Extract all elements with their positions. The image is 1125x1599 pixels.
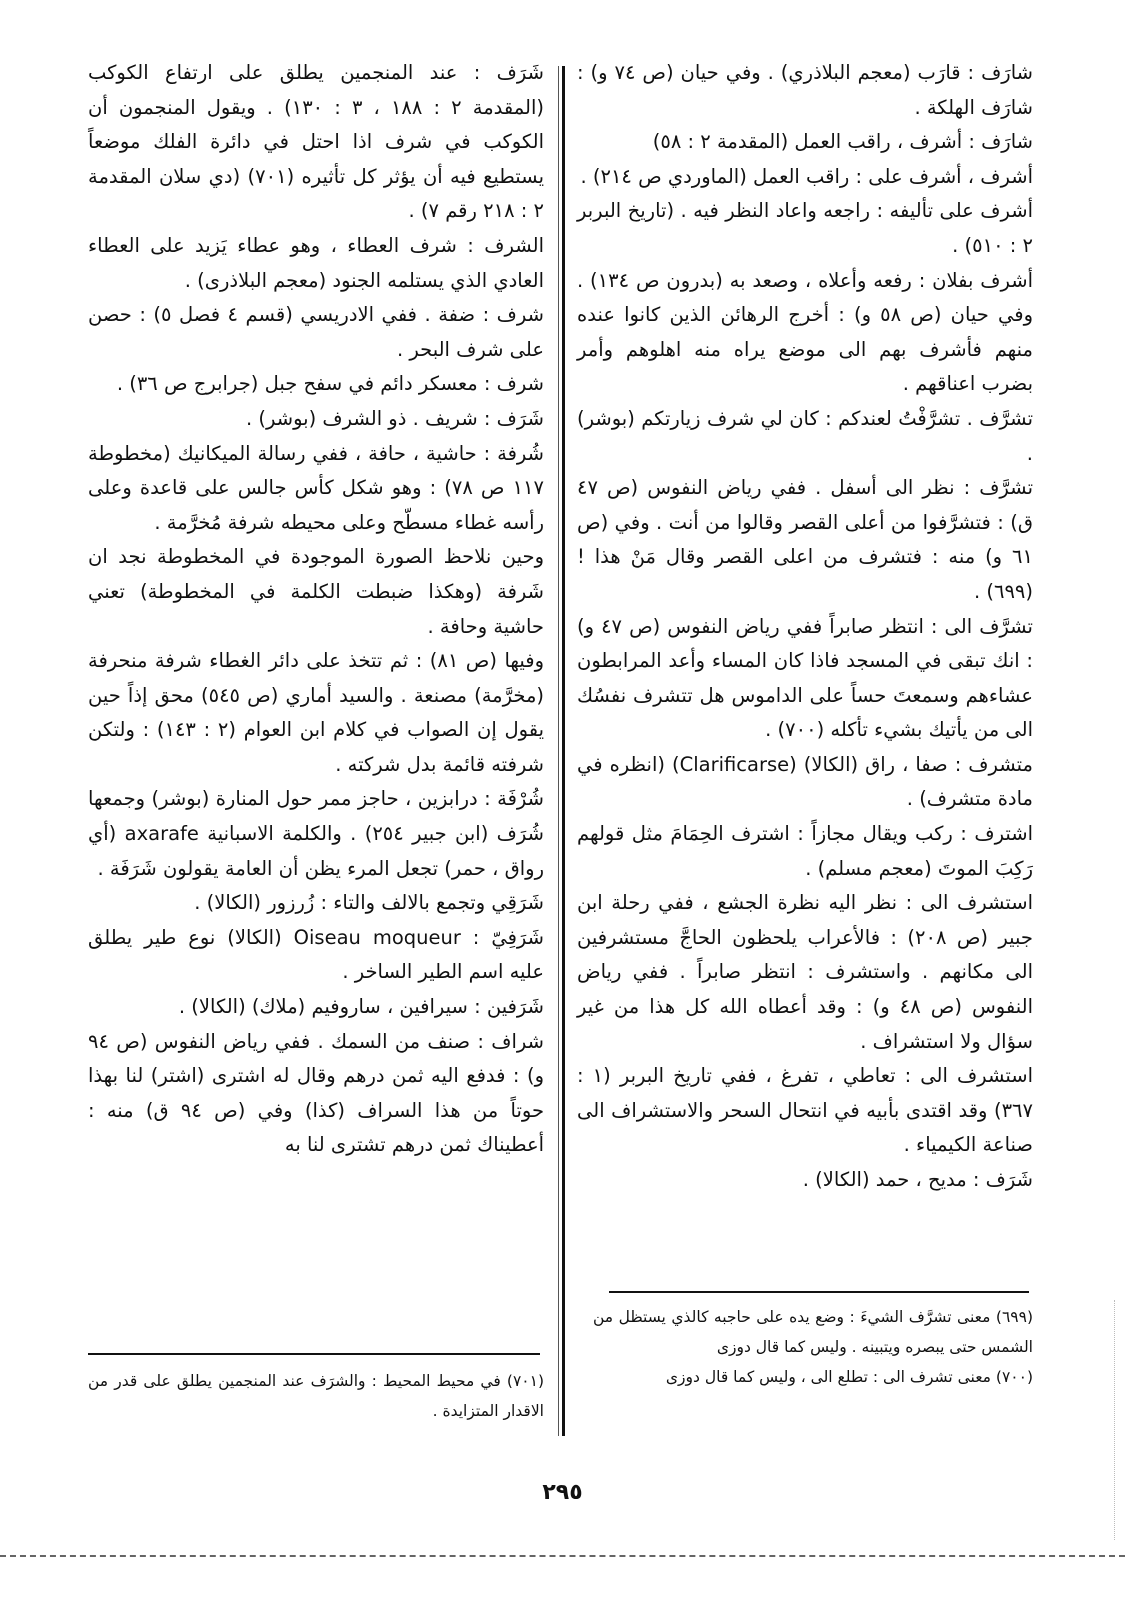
column-divider — [562, 66, 565, 1436]
dictionary-entry: شرف : معسكر دائم في سفح جبل (جرابرج ص ٣٦) . — [116, 372, 544, 396]
dictionary-entry: شَرَف : شريف . ذو الشرف (بوشر) . — [245, 406, 544, 430]
dictionary-entry: أشرف ، أشرف على : راقب العمل (الماوردي ص ٢١٤) . — [580, 164, 1033, 188]
scan-bottom-edge — [0, 1555, 1125, 1557]
dictionary-entry: شَرَف : عند المنجمين يطلق على ارتفاع الكوكب (المقدمة ٢ : ١٨٨ ، ٣ : ١٣٠) . ويقول المنجمون أن الكوكب في شرف اذا احتل في دائرة الفلك موضعاً يستطيع فيه أن يؤثر كل تأثيره (٧٠١) (دي سلان المقدمة ٢ : ٢١٨ رقم ٧) . — [88, 61, 545, 223]
dictionary-entry: تشرَّف الى : انتظر صابراً ففي رياض النفوس (ص ٤٧ و) : انك تبقى في المسجد فاذا كان المساء وأعد المرابطون عشاءهم وسمعتَ حساً على الداموس هل تتشرف نفسُك الى من يأتيك بشيء تأكله (٧٠٠) . — [577, 614, 1033, 742]
footnote-rule-right — [609, 1291, 1029, 1293]
dictionary-entry: متشرف : صفا ، راق (الكالا) (Clarificarse) (انظره في مادة متشرف) . — [577, 752, 1033, 811]
dictionary-entry: أشرف على تأليفه : راجعه واعاد النظر فيه . (تاريخ البربر ٢ : ٥١٠) . — [577, 199, 1033, 257]
dictionary-entry: شَرَقِي وتجمع بالالف والتاء : زُرزور (الكالا) . — [194, 891, 544, 915]
dictionary-entry: اشترف : ركب ويقال مجازاً : اشترف الحِمَامَ مثل قولهم رَكِبَ الموتَ (معجم مسلم) . — [577, 822, 1033, 880]
dictionary-entry: شارَف : أشرف ، راقب العمل (المقدمة ٢ : ٥٨) — [652, 130, 1033, 154]
footnote: (٧٠١) في محيط المحيط : والشرَف عند المنجمين يطلق على قدر من الاقدار المتزايدة . — [88, 1372, 544, 1420]
dictionary-entry: شرف : ضفة . ففي الادريسي (قسم ٤ فصل ٥) : حصن على شرف البحر . — [88, 303, 544, 361]
dictionary-entry: استشرف الى : نظر اليه نظرة الجشع ، ففي رحلة ابن جبير (ص ٢٠٨) : فالأعراب يلحظون الحاجَّ مستشرفين الى مكانهم . واستشرف : انتظر صابراً . ففي رياض النفوس (ص ٤٨ و) : وقد أعطاه الله كل هذا من غير سؤال ولا استشراف . — [577, 891, 1033, 1053]
dictionary-entry: وفيها (ص ٨١) : ثم تتخذ على دائر الغطاء شرفة منحرفة (مخرَّمة) مصنعة . والسيد أماري (ص ٥٤٥) محق إذاً حين يقول إن الصواب في كلام ابن العوام (٢ : ١٤٣) : ولتكن شرفته قائمة بدل شركته . — [88, 649, 544, 776]
dictionary-entry: شُرفة : حاشية ، حافة ، ففي رسالة الميكانيك (مخطوطة ١١٧ ص ٧٨) : وهو شكل كأس جالس على قاعدة وعلى رأسه غطاء مسطّح وعلى محيطه شرفة مُخرَّمة . — [88, 441, 544, 534]
dictionary-entry: الشرف : شرف العطاء ، وهو عطاء يَزيد على العطاء العادي الذي يستلمه الجنود (معجم البلاذرى) . — [88, 233, 544, 292]
footnote-rule-left — [88, 1353, 540, 1355]
footnotes-left — [88, 1366, 544, 1426]
left-column — [88, 56, 544, 1163]
right-column — [577, 56, 1033, 1198]
page-number: ٢٩٥ — [542, 1480, 583, 1505]
dictionary-entry: استشرف الى : تعاطي ، تفرغ ، ففي تاريخ البربر (١ : ٣٦٧) وقد اقتدى بأبيه في انتحال السحر والاستشراف الى صناعة الكيمياء . — [577, 1064, 1033, 1157]
dictionary-entry: شارَف : قارَب (معجم البلاذري) . وفي حيان (ص ٧٤ و) : شارَف الهلكة . — [577, 61, 1033, 119]
dictionary-entry: تشرَّف . تشرَّفْتُ لعندكم : كان لي شرف زيارتكم (بوشر) . — [577, 406, 1033, 465]
dictionary-entry: شَرَف : مديح ، حمد (الكالا) . — [802, 1168, 1033, 1191]
dictionary-entry: تشرَّف : نظر الى أسفل . ففي رياض النفوس (ص ٤٧ ق) : فتشرَّفوا من أعلى القصر وقالوا من أنت . وفي (ص ٦١ و) منه : فتشرف من اعلى القصر وقال مَنْ هذا ! (٦٩٩) . — [577, 476, 1033, 603]
dictionary-entry: شُرْفَة : درابزين ، حاجز ممر حول المنارة (بوشر) وجمعها شُرَف (ابن جبير ٢٥٤) . والكلمة الاسبانية axarafe (أي رواق ، حمر) تجعل المرء يظن أن العامة يقولون شَرَفَة . — [88, 787, 544, 880]
footnotes-right — [593, 1302, 1033, 1392]
footnote: (٦٩٩) معنى تشرَّف الشيءَ : وضع يده على حاجبه كالذي يستظل من الشمس حتى يبصره ويتبينه . وليس كما قال دوزى — [593, 1308, 1033, 1356]
scan-side-edge — [1113, 1300, 1115, 1540]
dictionary-entry: أشرف بفلان : رفعه وأعلاه ، وصعد به (بدرون ص ١٣٤) . وفي حيان (ص ٥٨ و) : أخرج الرهائن الذين كانوا عنده منهم فأشرف بهم الى موضع يراه منه اهلوهم وأمر بضرب اعناقهم . — [577, 268, 1033, 396]
dictionary-entry: شَرَفين : سيرافين ، ساروفيم (ملاك) (الكالا) . — [178, 995, 544, 1019]
dictionary-entry: شَرَفِيّ : Oiseau moqueur (الكالا) نوع طير يطلق عليه اسم الطير الساخر . — [88, 925, 544, 984]
dictionary-entry: شراف : صنف من السمك . ففي رياض النفوس (ص ٩٤ و) : فدفع اليه ثمن درهم وقال له اشترى (اشتر) لنا بهذا حوتاً من هذا السراف (كذا) وفي (ص ٩٤ ق) منه : أعطيناك ثمن درهم تشترى لنا به — [88, 1029, 544, 1157]
footnote: (٧٠٠) معنى تشرف الى : تطلع الى ، وليس كما قال دوزى — [665, 1368, 1033, 1386]
dictionary-entry: وحين نلاحظ الصورة الموجودة في المخطوطة نجد ان شَرفة (وهكذا ضبطت الكلمة في المخطوطة) تعني حاشية وحافة . — [88, 545, 544, 638]
column-divider-thin — [558, 66, 559, 1436]
